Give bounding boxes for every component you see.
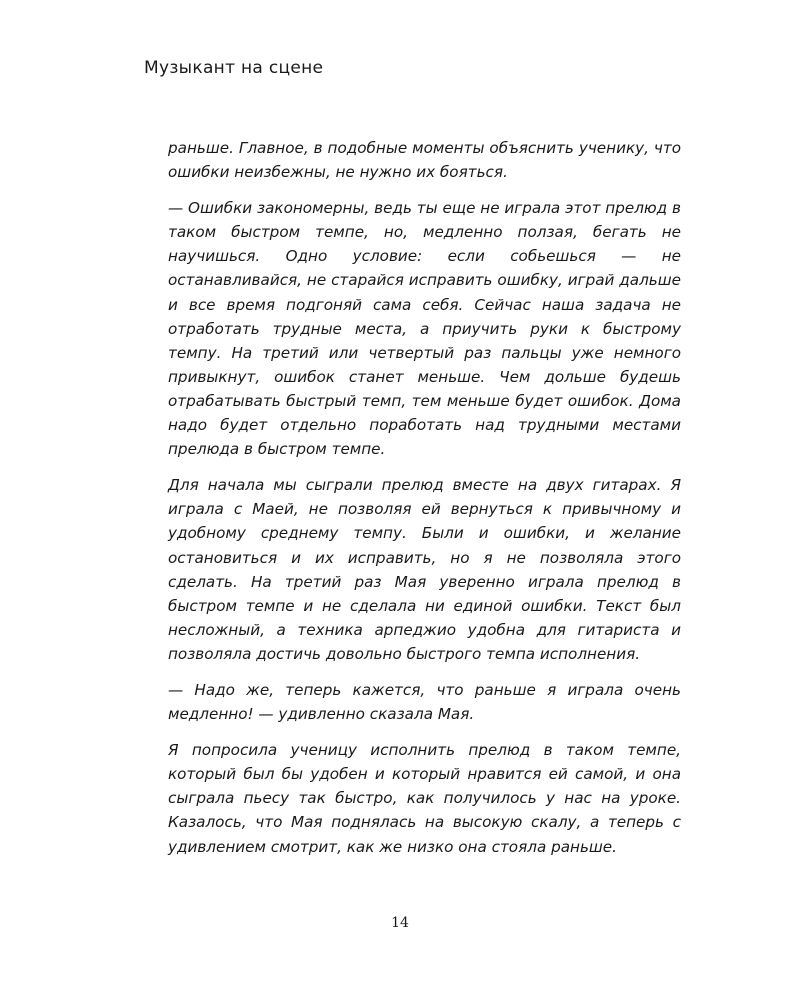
paragraph: раньше. Главное, в подобные моменты объяснить ученику, что ошибки неизбежны, не нужно их бояться. [168,139,681,182]
running-title: Музыкант на сцене [144,58,324,78]
paragraph: Я попросила ученицу исполнить прелюд в таком темпе, который был бы удобен и который нравится ей самой, и она сыграла пьесу так быстро, как получилось у нас на уроке. Казалось, что Мая поднялась на высокую скалу, а теперь с удивлением смотрит, как же низко она стояла раньше. [168,741,681,856]
paragraph: — Ошибки закономерны, ведь ты еще не играла этот прелюд в таком быстром темпе, но, медленно ползая, бегать не научишься. Одно условие: если собьешься — не останавливайся, не старайся исправить ошибку, играй дальше и все время подгоняй сама себя. Сейчас наша задача не отработать трудные места, а приучить руки к быстрому темпу. На третий или четвертый раз пальцы уже немного привыкнут, ошибок станет меньше. Чем дольше будешь отрабатывать быстрый темп, тем меньше будет ошибок. Дома надо будет отдельно поработать над трудными местами прелюда в быстром темпе. [168,199,681,459]
paragraph: — Надо же, теперь кажется, что раньше я играла очень медленно! — удивленно сказала Мая. [168,680,681,724]
body-text [168,136,681,871]
paragraph: Для начала мы сыграли прелюд вместе на двух гитарах. Я играла с Маей, не позволяя ей вернуться к привычному и удобному среднему темпу. Были и ошибки, и желание остановиться и их исправить, но я не позволяла этого сделать. На третий раз Мая уверенно играла прелюд в быстром темпе и не сделала ни единой ошибки. Текст был несложный, а техника арпеджио удобна для гитариста и позволяла достичь довольно быстрого темпа исполнения. [168,476,681,663]
page-number: 14 [391,915,409,931]
